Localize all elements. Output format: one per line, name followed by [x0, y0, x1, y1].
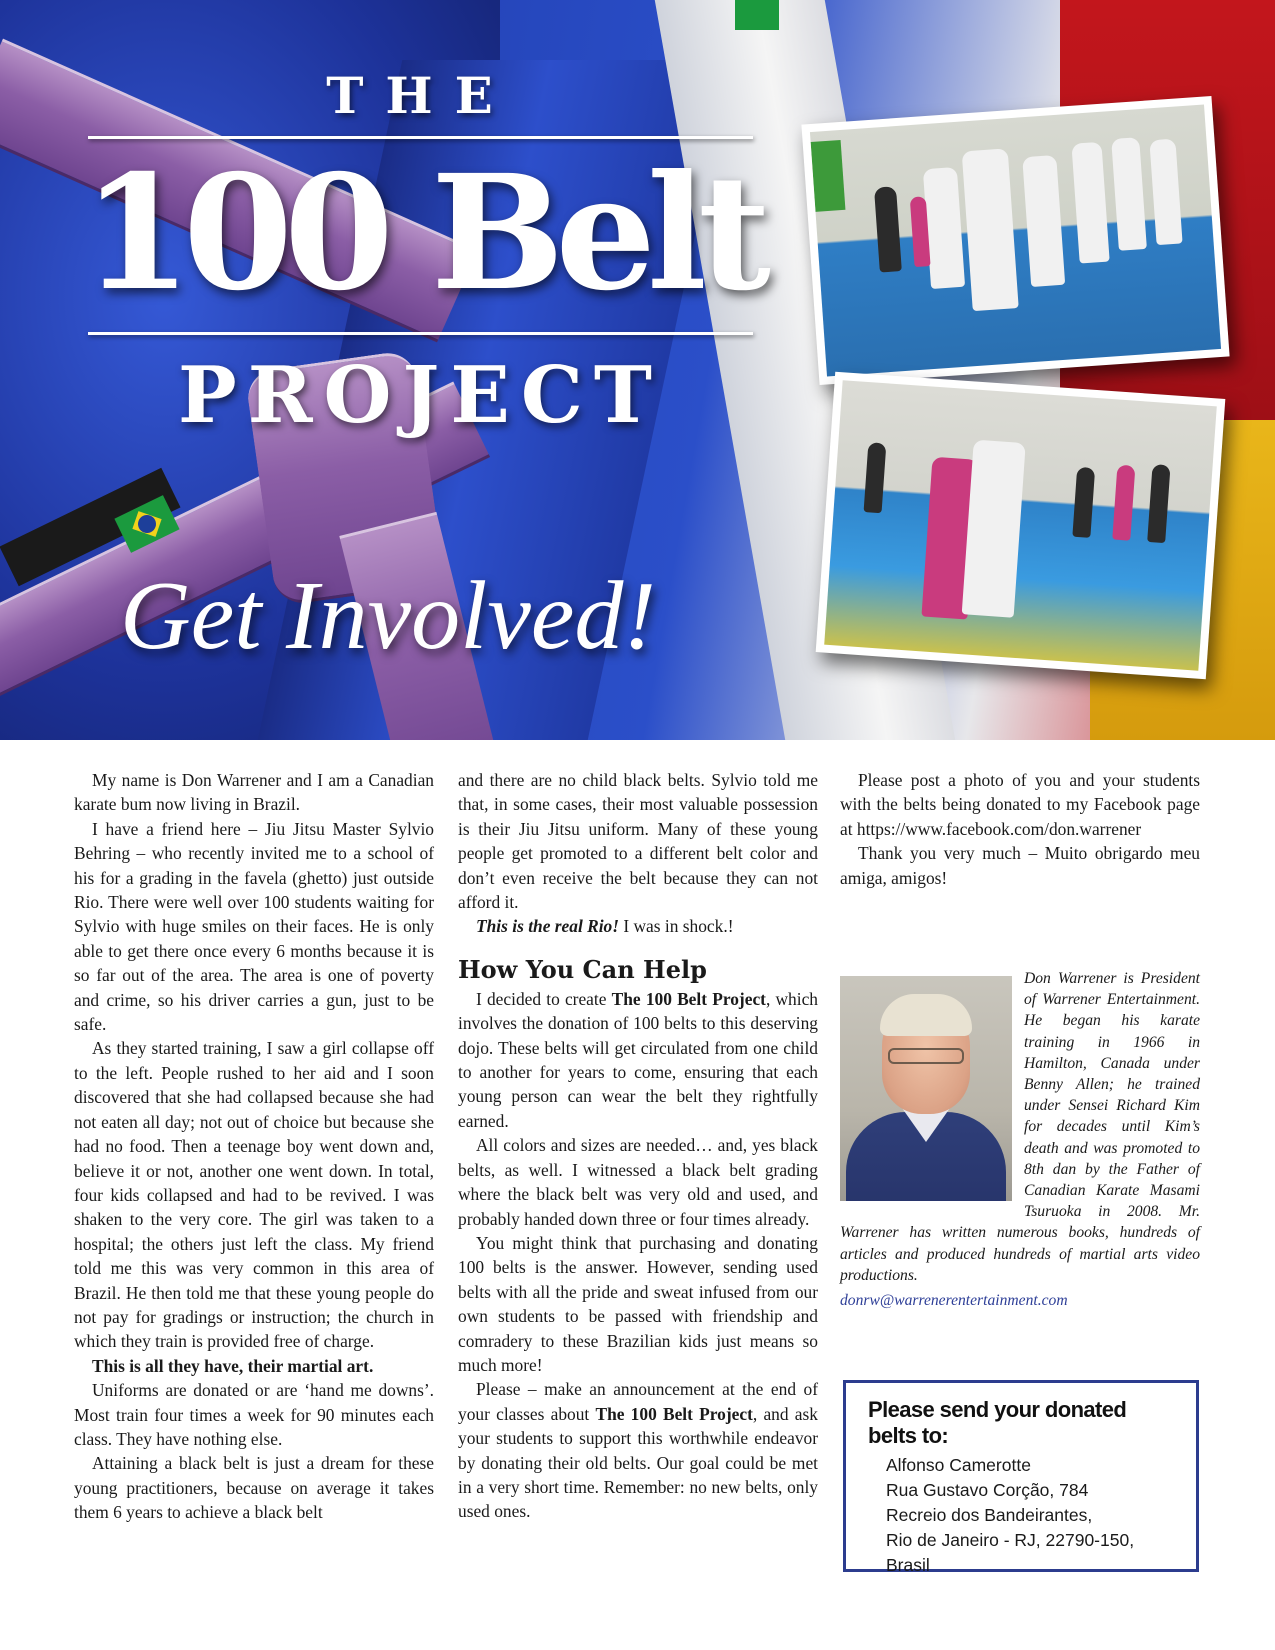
photo-grading-class: [801, 96, 1229, 385]
paragraph: and there are no child black belts. Sylvio told me that, in some cases, their most valuable possession is their Jiu Jitsu uniform. Many of these young people get promoted to a different belt color and don’t even receive the belt because they can not afford it.: [458, 770, 818, 913]
donation-address-box: [843, 1380, 1199, 1575]
paragraph: Thank you very much – Muito obrigardo meu amiga, amigos!: [840, 843, 1200, 888]
address-city: Rio de Janeiro - RJ, 22790-150,: [886, 1530, 1135, 1550]
photo-sparring: [816, 372, 1226, 680]
paragraph: Please – make an announcement at the end of your classes about The 100 Belt Project, and ask your students to support this worthwhile endeavor by donating their old belts. Our goal could be met in a very short time. Remember: no new belts, only used ones.: [458, 1379, 818, 1522]
address-name: Alfonso Camerotte: [886, 1455, 1031, 1475]
paragraph: All colors and sizes are needed… and, yes black belts, as well. I witnessed a black belt grading where the black belt was very old and used, and probably handed down three or four times already.: [458, 1135, 818, 1229]
paragraph: This is the real Rio! I was in shock.!: [476, 916, 734, 937]
author-bio: [840, 968, 1200, 1286]
emphasis-real-rio: This is the real Rio!: [476, 916, 620, 937]
paragraph: I decided to create The 100 Belt Project, which involves the donation of 100 belts to this deserving dojo. These belts will get circulated from one child to another for years to come, ensuring that each young person can wear the belt they rightfully earned.: [458, 988, 819, 1131]
tagline-get-involved: Get Involved!: [120, 562, 656, 670]
project-name: The 100 Belt Project: [611, 988, 766, 1009]
paragraph: My name is Don Warrener and I am a Canadian karate bum now living in Brazil.: [74, 770, 434, 815]
paragraph: You might think that purchasing and donating 100 belts is the answer. However, sending used belts with all the pride and sweat infused from our own students to be passed with friendship and comradery to these Brazilian kids just means so much more!: [458, 1232, 818, 1375]
section-heading: How You Can Help: [458, 954, 707, 984]
paragraph: I have a friend here – Jiu Jitsu Master Sylvio Behring – who recently invited me to a school of his for a grading in the favela (ghetto) just outside Rio. There were well over 100 students waiting for Sylvio with huge smiles on their faces. He is only able to get there once every 6 months because it is so far out of the area. The area is one of poverty and crime, so his driver carries a gun, just to be safe.: [74, 818, 434, 1035]
title-rule-bottom: [88, 332, 753, 335]
paragraph: Please post a photo of you and your students with the belts being donated to my Facebook page at https://www.facebook.com/don.warrener: [840, 770, 1200, 839]
title-project: PROJECT: [178, 350, 663, 441]
author-email-link[interactable]: donrw@warrenerentertainment.com: [840, 1292, 1068, 1309]
emphasis-line: This is all they have, their martial art.: [92, 1355, 374, 1376]
paragraph: Attaining a black belt is just a dream for these young practitioners, because on average it takes them 6 years to achieve a black belt: [74, 1453, 434, 1523]
article-column-2: [458, 768, 818, 1524]
paragraph: As they started training, I saw a girl collapse off to the left. People rushed to her aid and I soon discovered that she had collapsed because she had not eaten all day; not out of choice but because she had no food. Then a teenage boy went down and, believe it or not, another one went down. In total, four kids collapsed and had to be revived. I was shaken to the very core. The girl was taken to a hospital; the others just left the class. My friend told me this was very common in this area of Brazil. He then told me that these young people do not pay for gradings or instruction; the church in which they train is provided free of charge.: [74, 1038, 434, 1352]
donation-title: Please send your donated belts to:: [868, 1397, 1127, 1448]
paragraph: Uniforms are donated or are ‘hand me downs’. Most train four times a week for 90 minutes each class. They have nothing else.: [74, 1380, 434, 1449]
project-name: The 100 Belt Project: [595, 1403, 753, 1424]
address-district: Recreio dos Bandeirantes,: [886, 1505, 1093, 1525]
title-the: THE: [326, 66, 515, 125]
title-main: 100 Belt: [82, 141, 762, 326]
address-country: Brasil: [886, 1555, 930, 1575]
hero-banner: [0, 0, 1275, 740]
brazil-flag-icon: [735, 0, 779, 30]
article-column-3: [840, 768, 1200, 890]
article-column-1: [74, 768, 434, 1525]
author-photo: [840, 976, 1012, 1201]
address-street: Rua Gustavo Corção, 784: [886, 1480, 1089, 1500]
bio-text: Don Warrener is President of Warrener Entertainment. He began his karate training in 1966 in Hamilton, Canada under Benny Allen; he trained under Sensei Richard Kim for decades until Kim’s death and was promoted to 8th dan by the Father of Canadian Karate Masami Tsuruoka in 2008. Mr. Warrener has written numerous books, hundreds of articles and produced hundreds of martial arts video productions.: [840, 970, 1200, 1284]
